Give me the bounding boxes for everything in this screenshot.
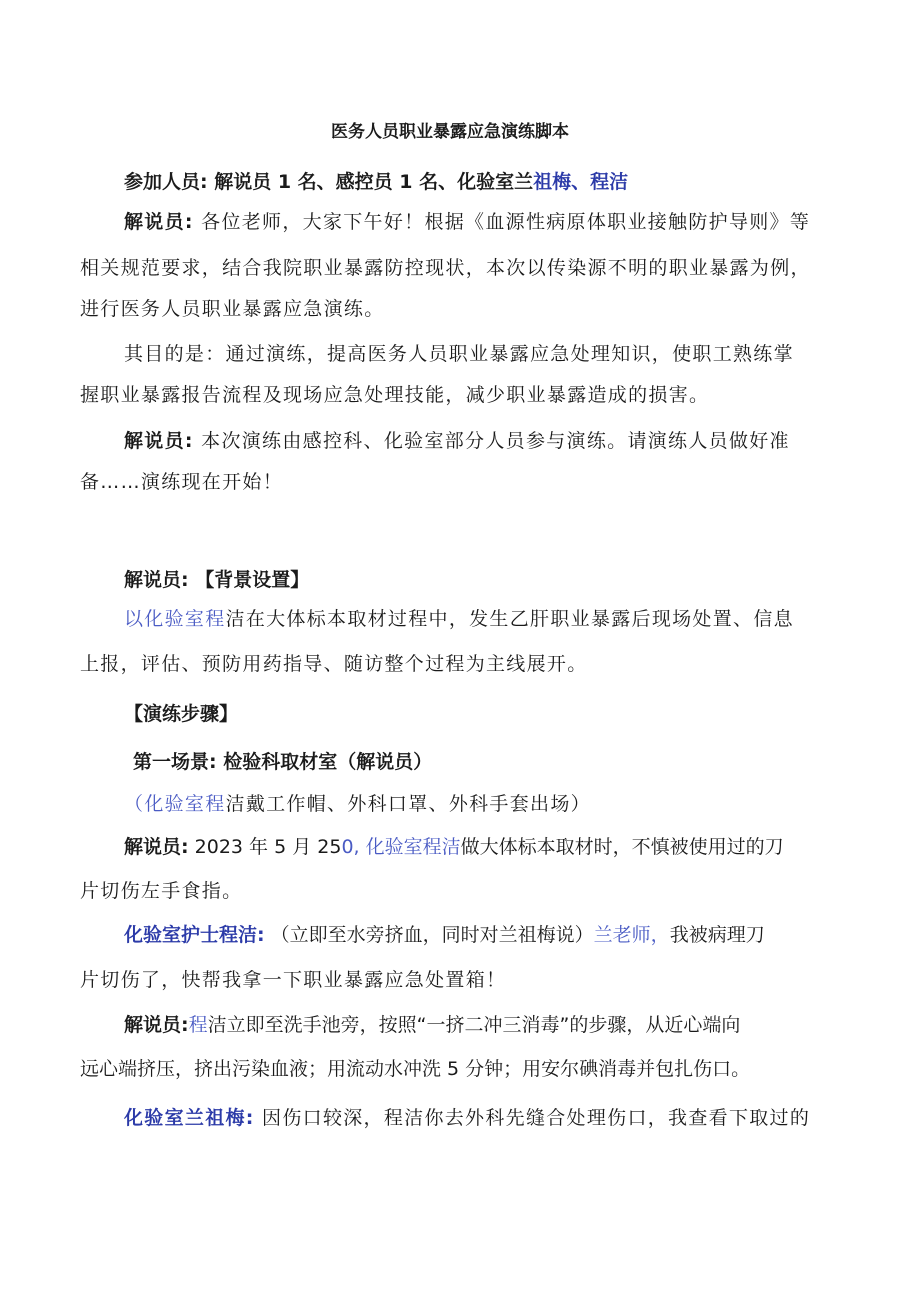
intro-text-1: 各位老师，大家下午好！根据《血源性病原体职业接触防护导则》等 [201,211,811,233]
steps-heading: 【演练步骤】 [124,703,239,725]
lan-text: 因伤口较深，程洁你去外科先缝合处理伤口，我查看下取过的 [262,1107,811,1129]
narration1-rest: 做大体标本取材时，不慎被使用过的刀 [460,836,784,858]
background-line-1 [124,605,794,633]
participants-names: 祖梅、程洁 [533,171,629,193]
stage-open: （ [124,793,145,815]
participants-prefix: 参加人员: 解说员 1 名、感控员 1 名、化验室兰 [124,171,534,193]
intro-line-1 [124,208,810,236]
lan-line-1 [124,1104,810,1132]
speaker-label: 解说员: [124,1014,189,1036]
start-line-2: 备……演练现在开始！ [80,471,284,493]
cheng-line-2: 片切伤了，快帮我拿一下职业暴露应急处置箱！ [80,969,507,991]
narration2-rest: 洁立即至洗手池旁，按照“一挤二冲三消毒”的步骤，从近心端向 [207,1014,741,1036]
scene1-stage-direction [124,790,591,818]
stage-rest: 洁戴工作帽、外科口罩、外科手套出场） [225,793,591,815]
narration1-line-1 [124,833,784,861]
narration1-date-mark: 0, [341,836,360,858]
background-text-1: 洁在大体标本取材过程中，发生乙肝职业暴露后现场处置、信息 [225,608,794,630]
narration1-blue: 化验室程洁 [365,836,461,858]
narration2-line-2: 远心端挤压，挤出污染血液；用流动水冲洗 5 分钟；用安尔碘消毒并包扎伤口。 [80,1058,751,1080]
speaker-label: 解说员: [124,211,194,233]
stage-blue: 化验室程 [144,793,226,815]
purpose-line-1: 其目的是：通过演练，提高医务人员职业暴露应急处理知识，使职工熟练掌 [124,343,794,365]
page-title: 医务人员职业暴露应急演练脚本 [331,122,569,142]
background-line-2: 上报，评估、预防用药指导、随访整个过程为主线展开。 [80,653,588,675]
narration2-line-1 [124,1011,740,1039]
participants-line [124,168,628,196]
cheng-line-1 [124,921,765,949]
intro-line-3: 进行医务人员职业暴露应急演练。 [80,298,385,320]
speaker-label-cheng: 化验室护士程洁: [124,924,265,946]
intro-line-2: 相关规范要求，结合我院职业暴露防控现状，本次以传染源不明的职业暴露为例， [80,257,811,279]
speaker-label: 解说员: [124,836,189,858]
cheng-addressee: 兰老师， [593,924,670,946]
narration1-line-2: 片切伤左手食指。 [80,880,243,902]
start-text-1: 本次演练由感控科、化验室部分人员参与演练。请演练人员做好准 [201,430,790,452]
background-lead: 以化验室程 [124,608,226,630]
start-line-1 [124,427,790,455]
purpose-line-2: 握职业暴露报告流程及现场应急处理技能，减少职业暴露造成的损害。 [80,384,710,406]
speaker-label: 解说员: [124,430,194,452]
narration2-blue: 程 [188,1014,208,1036]
narration1-date: 2023 年 5 月 25 [194,836,342,858]
cheng-stage: （立即至水旁挤血，同时对兰祖梅说） [270,924,594,946]
cheng-rest: 我被病理刀 [669,924,765,946]
background-heading: 解说员: 【背景设置】 [124,569,310,591]
speaker-label-lan: 化验室兰祖梅: [124,1107,255,1129]
scene1-heading: 第一场景: 检验科取材室（解说员） [133,751,433,773]
